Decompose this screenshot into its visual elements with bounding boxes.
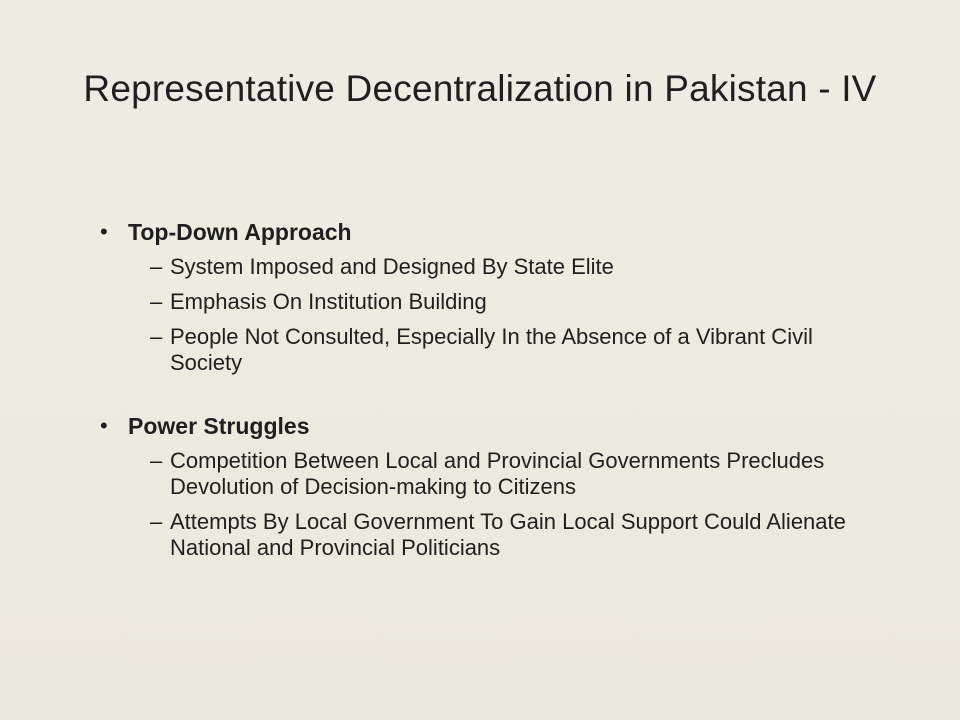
sub-bullet-text: Attempts By Local Government To Gain Local Support Could Alienate National and Provincial Politicians: [170, 509, 846, 560]
bullet-label: Top-Down Approach: [128, 219, 352, 245]
slide-title: Representative Decentralization in Pakistan - IV: [83, 68, 877, 109]
bullet-item: [100, 412, 900, 440]
sub-bullet-item: [150, 448, 900, 500]
sub-bullet-list: [100, 448, 900, 561]
sub-bullet-list: [100, 254, 900, 376]
bullet-item: [100, 218, 900, 246]
sub-bullet-text: People Not Consulted, Especially In the Absence of a Vibrant Civil Society: [170, 324, 813, 375]
bullet-section-top-down: [100, 218, 900, 376]
dash-icon: –: [150, 289, 163, 314]
bullet-label: Power Struggles: [128, 413, 310, 439]
bullet-icon: •: [100, 219, 108, 244]
bullet-section-power-struggles: [100, 412, 900, 561]
sub-bullet-text: Competition Between Local and Provincial Governments Precludes Devolution of Decision-making to Citizens: [170, 448, 825, 499]
slide-content: [100, 218, 900, 597]
sub-bullet-item: [150, 289, 900, 315]
dash-icon: –: [150, 448, 163, 473]
sub-bullet-text: System Imposed and Designed By State Elite: [170, 254, 614, 279]
sub-bullet-item: [150, 324, 900, 376]
bullet-icon: •: [100, 413, 108, 438]
dash-icon: –: [150, 509, 163, 534]
dash-icon: –: [150, 254, 163, 279]
sub-bullet-item: [150, 254, 900, 280]
dash-icon: –: [150, 324, 163, 349]
sub-bullet-item: [150, 509, 900, 561]
sub-bullet-text: Emphasis On Institution Building: [170, 289, 487, 314]
